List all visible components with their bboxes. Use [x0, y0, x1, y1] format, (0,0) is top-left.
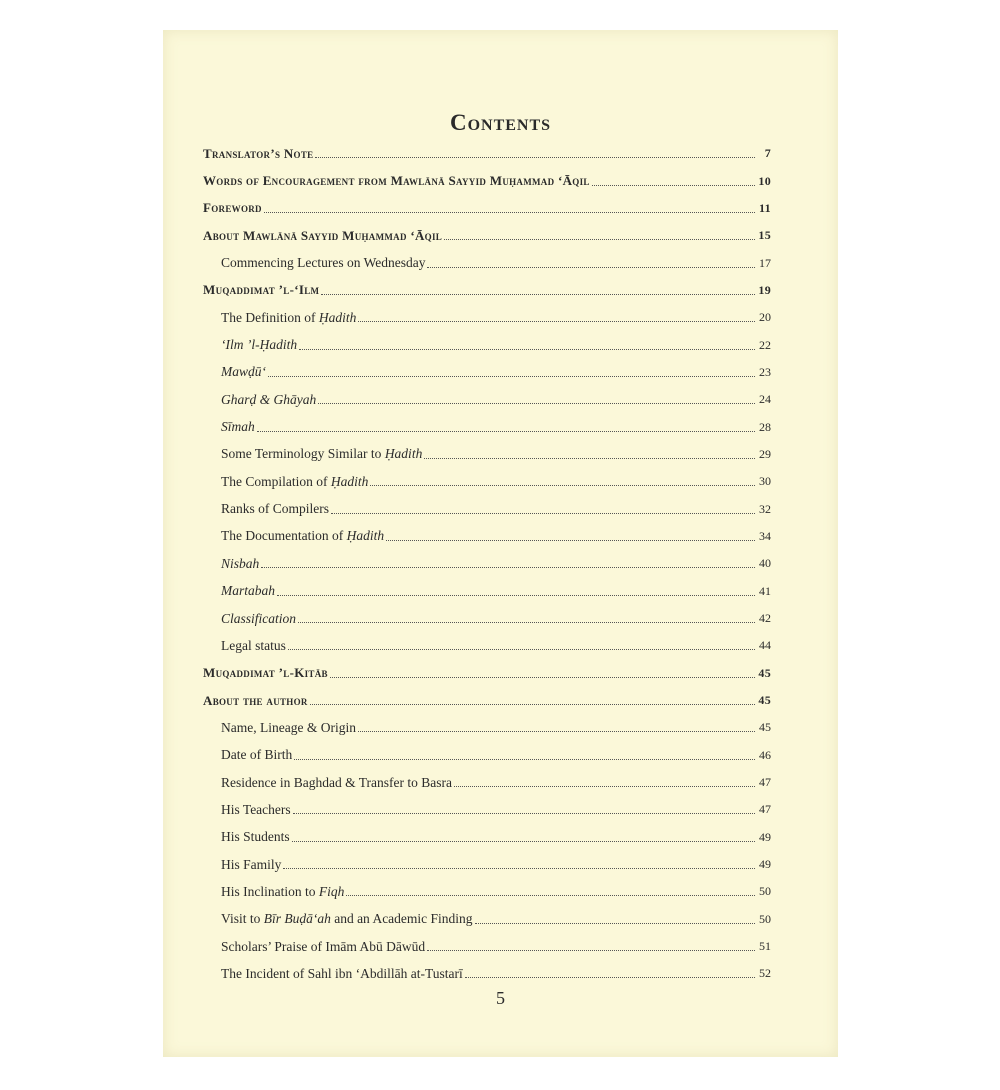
toc-entry-title — [221, 611, 296, 627]
toc-entry-title — [221, 474, 368, 490]
toc-entry — [203, 796, 771, 823]
toc-title-part: His Students — [221, 829, 290, 845]
toc-entry-title — [221, 501, 329, 517]
dot-leader — [298, 622, 755, 623]
toc-page-number: 45 — [758, 665, 771, 680]
dot-leader — [358, 321, 755, 322]
toc-page-number: 40 — [759, 556, 771, 571]
dot-leader — [427, 950, 755, 951]
dot-leader — [264, 212, 755, 213]
toc-entry-title — [221, 802, 291, 818]
toc-entry — [203, 687, 771, 714]
toc-entry-title — [221, 556, 259, 572]
dot-leader — [331, 513, 755, 514]
toc-entry — [203, 906, 771, 933]
toc-title-part: Ḥadith — [346, 528, 385, 544]
toc-page-number: 17 — [759, 255, 771, 270]
toc-title-part: Martabah — [221, 583, 275, 599]
toc-entry — [203, 714, 771, 741]
dot-leader — [370, 485, 755, 486]
toc-entry — [203, 386, 771, 413]
toc-entry — [203, 878, 771, 905]
dot-leader — [315, 157, 755, 158]
toc-page-number: 49 — [759, 829, 771, 844]
toc-title-part: Residence in Baghdad & Transfer to Basra — [221, 774, 452, 790]
toc-page-number: 32 — [759, 501, 771, 516]
toc-page-number: 47 — [759, 775, 771, 790]
toc-title-part: The Compilation of — [221, 473, 331, 489]
toc-title-part: The Definition of — [221, 309, 319, 325]
dot-leader — [288, 649, 755, 650]
toc-entry — [203, 167, 771, 194]
toc-entry-title — [221, 364, 266, 380]
dot-leader — [318, 403, 755, 404]
toc-page-number: 47 — [759, 802, 771, 817]
toc-title-part: Name, Lineage & Origin — [221, 719, 356, 735]
toc-entry-title — [203, 200, 262, 216]
toc-title-part: Words of Encouragement from Mawlānā Sayyid Muḥammad ‘Āqil — [203, 173, 590, 189]
toc-entry — [203, 769, 771, 796]
toc-title-part: Bīr Buḍā‘ah — [263, 911, 331, 927]
toc-title-part: Muqaddimat ’l-‘Ilm — [203, 282, 320, 298]
toc-page-number: 7 — [764, 146, 771, 161]
page-title: Contents — [449, 110, 552, 135]
toc-title-part: Foreword — [203, 200, 262, 216]
dot-leader — [257, 431, 755, 432]
toc-entry — [203, 441, 771, 468]
toc-title-part: and an Academic Finding — [330, 911, 473, 927]
toc-page-number: 50 — [759, 911, 771, 926]
toc-entry — [203, 550, 771, 577]
dot-leader — [424, 458, 755, 459]
toc-entry — [203, 304, 771, 331]
toc-page-number: 28 — [759, 419, 771, 434]
toc-title-part: Gharḍ & Ghāyah — [221, 391, 317, 407]
toc-entry — [203, 660, 771, 687]
toc-title-part: His Inclination to — [221, 883, 319, 899]
toc-entry-title — [221, 829, 290, 845]
toc-title-part: Some Terminology Similar to — [221, 446, 385, 462]
toc-page-number: 45 — [759, 720, 771, 735]
toc-title-part: About Mawlānā Sayyid Muḥammad ‘Āqil — [203, 227, 443, 243]
toc-entry-title — [221, 446, 422, 462]
dot-leader — [277, 595, 755, 596]
toc-page-number: 20 — [759, 310, 771, 325]
toc-title-part: Ḥadith — [330, 473, 369, 489]
toc-entry-title — [203, 665, 328, 681]
toc-entry-title — [221, 638, 286, 654]
toc-page-number: 51 — [759, 939, 771, 954]
toc-entry-title — [221, 419, 255, 435]
toc-entry-title — [221, 775, 452, 791]
toc-title-part: Ranks of Compilers — [221, 501, 329, 517]
toc-page-number: 45 — [758, 693, 771, 708]
toc-page-number: 22 — [759, 337, 771, 352]
dot-leader — [444, 239, 755, 240]
toc-title-part: Scholars’ Praise of Imām Abū Dāwūd — [221, 938, 426, 954]
toc-page-number: 29 — [759, 446, 771, 461]
toc-entry-title — [221, 528, 384, 544]
toc-title-part: Legal status — [221, 637, 286, 653]
dot-leader — [261, 567, 755, 568]
dot-leader — [268, 376, 755, 377]
toc-entry-title — [221, 966, 463, 982]
toc-entry-title — [221, 939, 425, 955]
toc-entry — [203, 222, 771, 249]
dot-leader — [330, 677, 755, 678]
toc-title-part: About the author — [203, 692, 308, 708]
book-page — [163, 30, 838, 1057]
toc-entry — [203, 468, 771, 495]
toc-title-part: Date of Birth — [221, 747, 293, 763]
toc-title-part: Visit to — [221, 911, 264, 927]
toc-entry — [203, 605, 771, 632]
toc-entry-title — [221, 720, 356, 736]
toc-entry — [203, 851, 771, 878]
toc-title-part: Fiqh — [318, 883, 345, 899]
toc-title-part: Mawḍū‘ — [221, 364, 266, 380]
toc-entry — [203, 249, 771, 276]
toc-page-number: 41 — [759, 583, 771, 598]
toc-page-number: 24 — [759, 392, 771, 407]
toc-title-part: Sīmah — [221, 419, 255, 435]
dot-leader — [358, 731, 755, 732]
toc-entry — [203, 933, 771, 960]
toc-entry — [203, 632, 771, 659]
toc-page-number: 19 — [758, 282, 771, 297]
dot-leader — [283, 868, 755, 869]
toc-entry-title — [203, 282, 319, 298]
toc-entry — [203, 578, 771, 605]
dot-leader — [454, 786, 755, 787]
toc-page-number: 50 — [759, 884, 771, 899]
toc-entry-title — [203, 146, 313, 162]
dot-leader — [346, 895, 755, 896]
table-of-contents — [203, 140, 771, 988]
toc-entry — [203, 195, 771, 222]
toc-entry-title — [221, 747, 292, 763]
toc-entry-title — [221, 857, 281, 873]
toc-entry — [203, 960, 771, 987]
toc-page-number: 34 — [759, 528, 771, 543]
toc-title-part: His Teachers — [221, 801, 291, 817]
toc-title-part: His Family — [221, 856, 282, 872]
dot-leader — [293, 813, 755, 814]
toc-entry-title — [221, 337, 297, 353]
dot-leader — [592, 185, 755, 186]
toc-entry-title — [221, 255, 425, 271]
page-number: 5 — [496, 988, 505, 1008]
dot-leader — [386, 540, 755, 541]
toc-entry-title — [203, 173, 590, 189]
toc-entry — [203, 742, 771, 769]
dot-leader — [427, 267, 755, 268]
toc-page-number: 42 — [759, 611, 771, 626]
toc-entry — [203, 277, 771, 304]
toc-entry-title — [221, 884, 344, 900]
toc-title-part: The Incident of Sahl ibn ‘Abdillāh at-Tustarī — [221, 965, 463, 981]
toc-entry — [203, 495, 771, 522]
toc-title-part: Translator’s Note — [203, 145, 314, 161]
toc-page-number: 46 — [759, 747, 771, 762]
toc-page-number: 49 — [759, 857, 771, 872]
toc-entry — [203, 140, 771, 167]
toc-page-number: 15 — [758, 228, 771, 243]
dot-leader — [310, 704, 755, 705]
dot-leader — [475, 923, 755, 924]
dot-leader — [465, 977, 755, 978]
toc-page-number: 10 — [758, 173, 771, 188]
dot-leader — [292, 841, 755, 842]
toc-page-number: 23 — [759, 364, 771, 379]
toc-entry-title — [221, 392, 316, 408]
toc-entry — [203, 523, 771, 550]
toc-entry — [203, 413, 771, 440]
toc-page-number: 30 — [759, 474, 771, 489]
toc-entry-title — [203, 228, 442, 244]
dot-leader — [299, 349, 755, 350]
toc-title-part: The Documentation of — [221, 528, 347, 544]
toc-entry-title — [203, 693, 308, 709]
toc-title-part: Ḥadith — [318, 309, 357, 325]
toc-page-number: 52 — [759, 966, 771, 981]
toc-title-part: Commencing Lectures on Wednesday — [221, 255, 426, 271]
dot-leader — [321, 294, 755, 295]
toc-entry — [203, 824, 771, 851]
dot-leader — [294, 759, 755, 760]
toc-title-part: ‘Ilm ’l-Ḥadith — [221, 337, 298, 353]
toc-entry — [203, 331, 771, 358]
toc-entry-title — [221, 310, 356, 326]
toc-entry-title — [221, 583, 275, 599]
toc-page-number: 11 — [759, 200, 771, 215]
toc-entry-title — [221, 911, 473, 927]
toc-entry — [203, 359, 771, 386]
toc-title-part: Classification — [221, 610, 297, 626]
toc-title-part: Nisbah — [221, 555, 260, 571]
toc-title-part: Ḥadith — [384, 446, 423, 462]
toc-title-part: Muqaddimat ’l-Kitāb — [203, 665, 328, 681]
toc-page-number: 44 — [759, 638, 771, 653]
